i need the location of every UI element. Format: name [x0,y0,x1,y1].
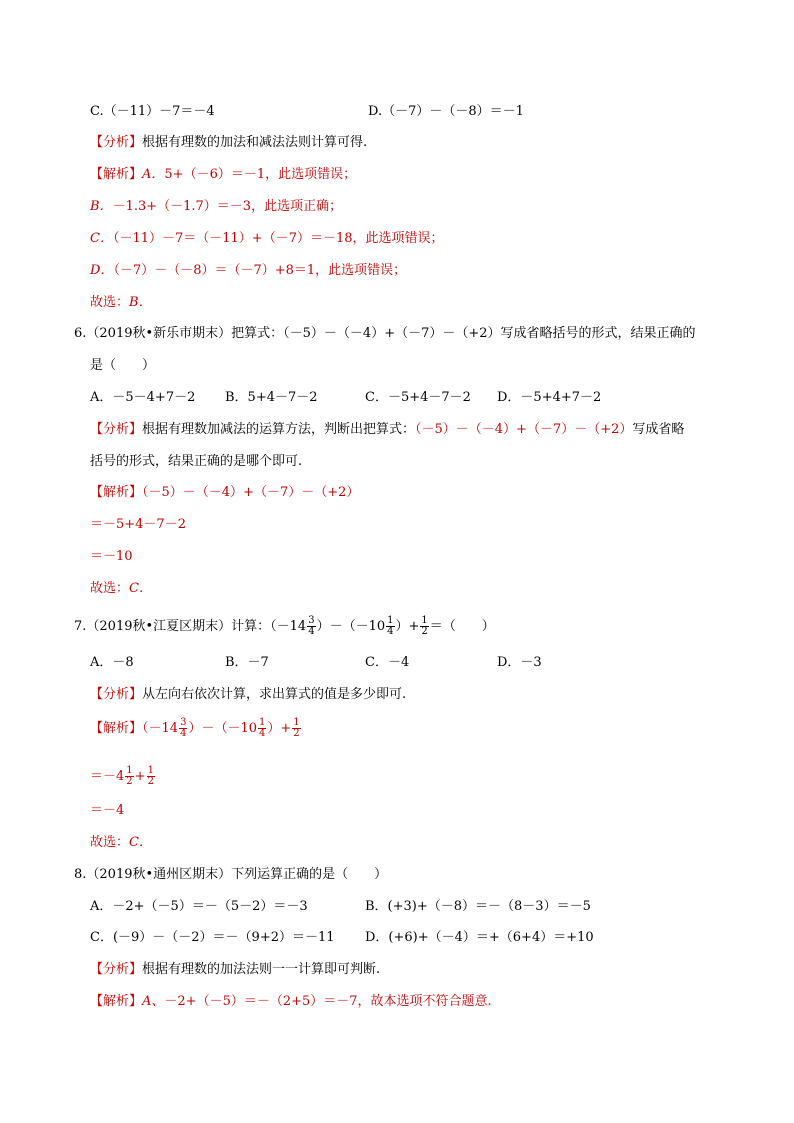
fraction-1-2: $\frac{1}{2}$ [147,765,154,787]
sol-label-a: A． [142,167,165,182]
q5-solution-a [90,166,356,184]
q7-solution-line3: ＝－4 [90,803,125,818]
sol-text-d: （－7）－（－8）＝（－7）+8＝1，此选项错误； [113,263,407,278]
q8-option-a: A．－2+（－5）＝－（5－2）＝－3 [90,899,308,914]
q6-answer [90,580,152,598]
q8-analysis [90,961,380,979]
q6-option-a: A．－5－4+7－2 [90,390,196,405]
q6-option-c: C．－5+4－7－2 [365,390,471,405]
q5-solution-d [90,262,406,280]
sol-label-d: D． [90,263,114,278]
solution-tag: 【解析】 [90,721,143,736]
sol-text-a: 5+（－6）＝－1，此选项错误； [164,167,357,182]
sol-text-b: －1.3+（－1.7）＝－3，此选项正确； [112,199,343,214]
analysis-text: 根据有理数加减法的运算方法，判断出把算式： [142,422,416,437]
analysis-tag: 【分析】 [90,135,143,150]
q7-option-d: D．－3 [497,655,542,670]
q7-option-b: B．－7 [225,655,269,670]
q6-solution-line1 [90,484,359,502]
q7-solution-line2: ＝－4 $\frac{1}{2}$ + $\frac{1}{2}$ [90,765,154,787]
q7-analysis [90,686,406,704]
q7-solution-line1: 【解析】（－14 $\frac{3}{4}$ ）－（－10 $\frac{1}{4}$ ）+ $\frac{1}{2}$ [90,717,300,739]
sol-text-c: （－11）－7＝（－11）+（－7）＝－18，此选项错误； [112,231,444,246]
q6-solution-line3: ＝－10 [90,549,133,564]
stem-mid2: ）+ [395,619,420,634]
sol-label-b: B． [90,199,113,214]
analysis-text: 从左向右依次计算，求出算式的值是多少即可. [142,687,407,702]
answer-letter: B． [129,295,152,310]
sol-label-c: C． [90,231,113,246]
sol-text-a: －2+（－5）＝－（2+5）＝－7，故本选项不符合题意. [164,994,492,1009]
q5-solution-b [90,198,342,216]
solution-tag: 【解析】 [90,485,143,500]
sol-label-a: A、 [142,994,165,1009]
fraction-3-4: $\frac{3}{4}$ [180,717,187,739]
q8-stem: 8.（2019秋•通州区期末）下列运算正确的是（ ） [74,867,388,882]
q7-stem [74,614,495,640]
answer-prefix: 故选： [90,835,130,850]
fraction-1-2: $\frac{1}{2}$ [421,615,428,637]
q5-answer [90,294,152,312]
q5-option-c: C.（－11）－7＝－4 [90,104,215,119]
fraction-1-4: $\frac{1}{4}$ [387,615,394,637]
q6-solution-line2: ＝－5+4－7－2 [90,517,186,532]
q7-option-a: A．－8 [90,655,134,670]
q5-option-d: D.（－7）－（－8）＝－1 [368,104,524,119]
stem-suffix: ＝（ ） [429,619,495,634]
q7-option-c: C．－4 [365,655,410,670]
answer-letter: C． [129,835,152,850]
fraction-1-2: $\frac{1}{2}$ [293,717,300,739]
stem-prefix: 7.（2019秋•江夏区期末）计算：（－14 [74,619,307,634]
analysis-text: 根据有理数的加法法则一一计算即可判断. [142,962,381,977]
q6-stem-line2: 是（ ） [90,358,156,373]
q6-option-b: B．5+4－7－2 [225,390,318,405]
analysis-tag: 【分析】 [90,422,143,437]
fraction-3-4: $\frac{3}{4}$ [308,615,315,637]
analysis-text: 根据有理数的加法和减法法则计算可得. [142,135,368,150]
q8-option-c: C．(－9）－（－2）＝－（9+2）＝－11 [90,930,335,945]
solution-tag: 【解析】 [90,167,143,182]
q6-analysis-line2: 括号的形式，结果正确的是哪个即可. [90,454,303,469]
q6-analysis-line1 [90,421,684,439]
analysis-tag: 【分析】 [90,687,143,702]
fraction-1-4: $\frac{1}{4}$ [258,717,266,739]
q5-solution-c [90,230,444,248]
q8-option-d: D．(+6)+（－4）＝+（6+4）＝+10 [365,930,594,945]
analysis-text-tail: 写成省略 [632,422,685,437]
analysis-tag: 【分析】 [90,962,143,977]
solution-tag: 【解析】 [90,994,143,1009]
analysis-expression: （－5）－（－4）+（－7）－（+2） [415,422,633,437]
q8-solution-a [90,993,492,1011]
answer-letter: C． [129,581,152,596]
q5-analysis [90,134,367,152]
q6-option-d: D．－5+4+7－2 [497,390,602,405]
fraction-1-2: $\frac{1}{2}$ [126,765,133,787]
answer-prefix: 故选： [90,295,130,310]
q6-stem-line1: 6.（2019秋•新乐市期末）把算式：（－5）－（－4）+（－7）－（+2）写成省略括号的形式，结果正确的 [74,326,696,341]
answer-prefix: 故选： [90,581,130,596]
q7-answer [90,834,152,852]
stem-mid: ）－（－10 [316,619,386,634]
solution-expression: （－5）－（－4）+（－7）－（+2） [142,485,360,500]
q8-option-b: B．(+3)+（－8）＝－（8－3）＝－5 [365,899,591,914]
